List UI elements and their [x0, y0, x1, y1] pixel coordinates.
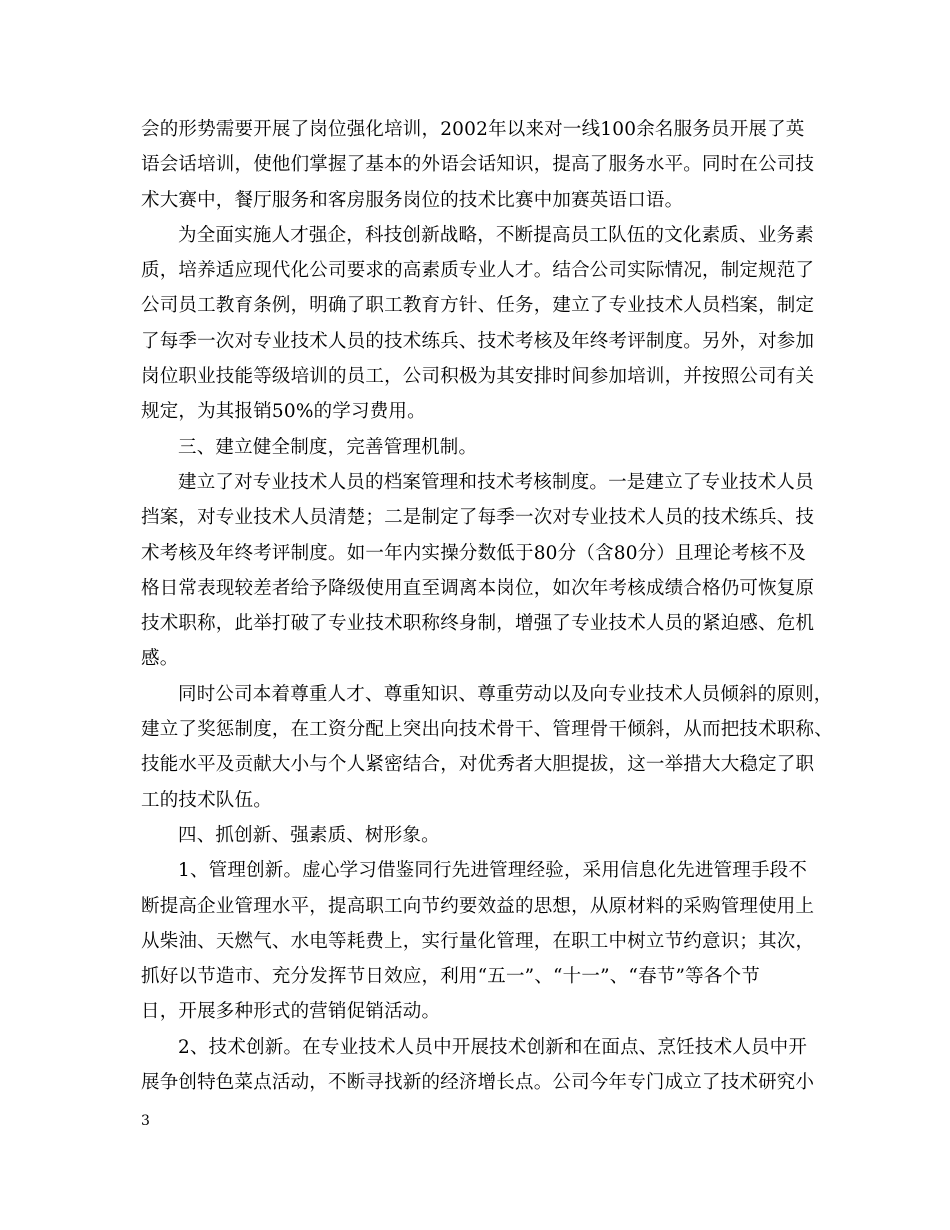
text-line: 2、技术创新。在专业技术人员中开展技术创新和在面点、烹饪技术人员中开 [178, 1036, 808, 1058]
text-line: 术大赛中，餐厅服务和客房服务岗位的技术比赛中加赛英语口语。 [141, 189, 684, 211]
text-line: 断提高企业管理水平，提高职工向节约要效益的思想，从原材料的采购管理使用上 [141, 895, 815, 917]
text-line: 质，培养适应现代化公司要求的高素质专业人才。结合公司实际情况，制定规范了 [141, 260, 815, 282]
body-text [141, 112, 833, 1100]
text-line: 建立了对专业技术人员的档案管理和技术考核制度。一是建立了专业技术人员 [178, 471, 814, 493]
text-line: 日，开展多种形式的营销促销活动。 [141, 1001, 441, 1023]
section-heading: 四、抓创新、强素质、树形象。 [178, 824, 440, 846]
text-line: 会的形势需要开展了岗位强化培训，2002年以来对一线100余名服务员开展了英 [141, 119, 805, 140]
text-line: 1、管理创新。虚心学习借鉴同行先进管理经验，采用信息化先进管理手段不 [178, 860, 808, 882]
text-line: 工的技术队伍。 [141, 789, 272, 811]
text-line: 挡案，对专业技术人员清楚；二是制定了每季一次对专业技术人员的技术练兵、技 [141, 507, 815, 529]
text-line: 技能水平及贡献大小与个人紧密结合，对优秀者大胆提拔，这一举措大大稳定了职 [141, 754, 815, 776]
page-number: 3 [141, 1113, 150, 1129]
text-line: 建立了奖惩制度，在工资分配上突出向技术骨干、管理骨干倾斜，从而把技术职称、 [141, 719, 833, 741]
text-line: 感。 [141, 648, 179, 670]
text-line: 岗位职业技能等级培训的员工，公司积极为其安排时间参加培训，并按照公司有关 [141, 366, 815, 388]
text-line: 格日常表现较差者给予降级使用直至调离本岗位，如次年考核成绩合格仍可恢复原 [141, 577, 815, 599]
text-line: 展争创特色菜点活动，不断寻找新的经济增长点。公司今年专门成立了技术研究小 [141, 1072, 815, 1094]
text-line: 为全面实施人才强企，科技创新战略，不断提高员工队伍的文化素质、业务素 [178, 224, 814, 246]
text-line: 术考核及年终考评制度。如一年内实操分数低于80分（含80分）且理论考核不及 [141, 542, 806, 564]
text-line: 从柴油、天燃气、水电等耗费上，实行量化管理，在职工中树立节约意识；其次， [141, 930, 815, 952]
text-line: 同时公司本着尊重人才、尊重知识、尊重劳动以及向专业技术人员倾斜的原则， [178, 683, 833, 705]
text-line: 公司员工教育条例，明确了职工教育方针、任务，建立了专业技术人员档案，制定 [141, 295, 815, 317]
text-line: 语会话培训，使他们掌握了基本的外语会话知识，提高了服务水平。同时在公司技 [141, 154, 815, 176]
text-line: 技术职称，此举打破了专业技术职称终身制，增强了专业技术人员的紧迫感、危机 [141, 613, 815, 635]
section-heading: 三、建立健全制度，完善管理机制。 [178, 436, 478, 458]
text-line: 规定，为其报销50%的学习费用。 [141, 401, 426, 423]
text-line: 了每季一次对专业技术人员的技术练兵、技术考核及年终考评制度。另外，对参加 [141, 330, 815, 352]
text-line: 抓好以节造市、充分发挥节日效应，利用“五一”、“十一”、“春节”等各个节 [141, 966, 760, 988]
